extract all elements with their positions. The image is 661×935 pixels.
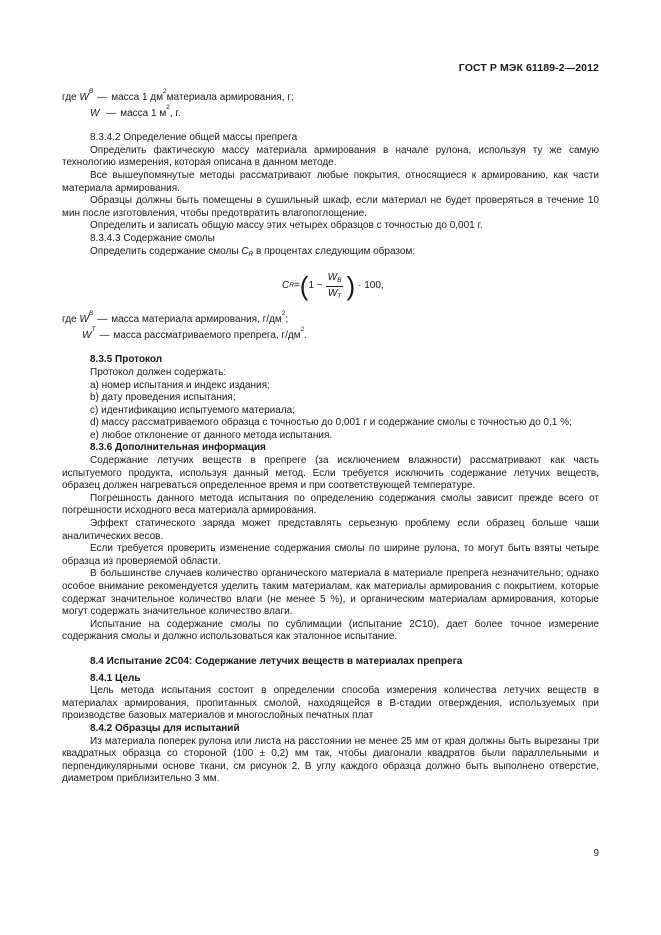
- right-paren: ): [346, 271, 356, 302]
- paragraph: Образцы должны быть помещены в сушильный шкаф, если материал не будет проверяться в течение 10 мин после изготовления, чтобы предотвратить влагопоглощение.: [62, 195, 599, 219]
- symbol: W: [90, 107, 100, 119]
- definition-text: масса 1 м: [120, 107, 167, 119]
- paragraph: Испытание на содержание смолы по сублимации (испытание 2C10), дает более точное измерение содержания смолы и должно использоваться как эталонное испытание.: [62, 618, 599, 643]
- section-title-8-4-1: 8.4.1 Цель: [90, 672, 141, 684]
- superscript: 2: [166, 103, 170, 111]
- definition-w: W — масса 1 м 2 , г.: [90, 103, 181, 119]
- paragraph: Определить фактическую массу материала армирования в начале рулона, используя ту же самую технологию измерения, которая описана в данном методе.: [62, 144, 599, 169]
- paragraph: Цель метода испытания состоит в определении способа измерения количества летучих веществ в материалах армирования, пропитанных смолой, находящейся в B-стадии отверждения, используемых при производстве базовых материалов и многослойных печатных плат: [62, 685, 599, 722]
- page-number: 9: [593, 848, 599, 859]
- paragraph: Погрешность данного метода испытания по определению содержания смолы зависит прежде всего от погрешности исходного веса материала армирования.: [62, 492, 599, 517]
- resin-content-formula: C R = ( 1 − $\frac{W_B}{W_T}$ ) · 100,: [282, 271, 384, 302]
- formula-tail: · 100,: [358, 279, 384, 291]
- standard-header: ГОСТ Р МЭК 61189-2—2012: [458, 62, 599, 74]
- list-item: b) дату проведения испытания;: [90, 392, 236, 404]
- definition-text: материала армирования, г;: [166, 92, 294, 103]
- list-item: c) идентификацию испытуемого материала;: [90, 404, 296, 416]
- paragraph: В большинстве случаев количество органического материала в материале препрега незначительно; однако особое внимание рекомендуется уделить таким материалам, как материалы армирования с покрытием, которые содержат значительное количество влаги (не менее 5 %), и органическим материалам армирования, которые могут содержать значительное количество влаги.: [62, 568, 599, 618]
- paragraph: Определить и записать общую массу этих четырех образцов с точностью до 0,001 г.: [90, 220, 483, 232]
- superscript: 2: [163, 88, 167, 95]
- definition-wt: W T — масса рассматриваемого препрега, г/дм 2 .: [82, 325, 307, 341]
- symbol-subscript: T: [91, 325, 96, 333]
- list-item: e) любое отклонение от данного метода испытания.: [90, 429, 333, 441]
- paragraph: Все вышеупомянутые методы рассматривают любые покрытия, относящиеся к армированию, как части материала армирования.: [62, 169, 599, 194]
- where-label: где: [62, 92, 77, 103]
- list-item: a) номер испытания и индекс издания;: [90, 379, 270, 391]
- section-title-8-4-2: 8.4.2 Образцы для испытаний: [90, 722, 240, 734]
- paragraph: Содержание летучих веществ в препреге (за исключением влажности) рассматривают как часть испытуемого продукта, используя данный метод. Если требуется исключить содержание летучих веществ, образец должен нагреваться определенное время и при соответствующей температуре.: [62, 455, 599, 492]
- paragraph: Если требуется проверить изменение содержания смолы по ширине рулона, то могут быть взяты четыре образца из проверяемой области.: [62, 543, 599, 567]
- left-paren: (: [299, 271, 309, 302]
- section-title-8-3-6: 8.3.6 Дополнительная информация: [90, 442, 266, 454]
- paragraph: Определить содержание смолы $C_R$ в процентах следующим образом:: [90, 245, 416, 258]
- list-item: d) массу рассматриваемого образца с точностью до 0,001 г и содержание смолы с точностью до 0,1 %;: [90, 417, 572, 429]
- formula-one-minus: 1 −: [308, 279, 323, 291]
- formula-fraction: $\frac{W_B}{W_T}$: [327, 272, 342, 300]
- paragraph: Из материала поперек рулона или листа на расстоянии не менее 25 мм от края должны быть вырезаны три квадратных образца со стороной (100 ± 0,2) мм так, чтобы диагонали квадратов были параллельными и перпендикулярными основе ткани, см рисунок 2. В углу каждого образца должно быть выполнено отверстие, диаметром приблизительно 3 мм.: [62, 735, 599, 785]
- symbol: W: [82, 329, 92, 341]
- formula-symbol: C: [282, 279, 290, 291]
- symbol-subscript: B: [88, 88, 94, 95]
- section-title-8-3-5: 8.3.5 Протокол: [90, 354, 163, 366]
- section-title-8-3-4-3: 8.3.4.3 Содержание смолы: [90, 232, 215, 244]
- symbol: W: [79, 92, 89, 103]
- page-content: [62, 88, 599, 786]
- symbol: W: [79, 314, 89, 326]
- definition-text: , г.: [169, 107, 181, 119]
- section-title-8-3-4-2: 8.3.4.2 Определение общей массы препрега: [90, 132, 298, 144]
- symbol-subscript: R: [248, 250, 254, 258]
- definition-wb-2: где W B — масса материала армирования, г/дм 2 ;: [62, 310, 289, 326]
- paragraph: Протокол должен содержать:: [90, 366, 227, 378]
- symbol: C: [241, 245, 249, 257]
- symbol-subscript: B: [88, 310, 94, 318]
- definition-text: масса 1 дм: [111, 92, 164, 103]
- paragraph: Эффект статического заряда может представлять серьезную проблему если образец больше чаши аналитических весов.: [62, 518, 599, 542]
- section-title-8-4: 8.4 Испытание 2C04: Содержание летучих веществ в материалах препрега: [90, 655, 463, 667]
- definition-wb: где W B — масса 1 дм 2 материала армирования, г;: [62, 88, 294, 103]
